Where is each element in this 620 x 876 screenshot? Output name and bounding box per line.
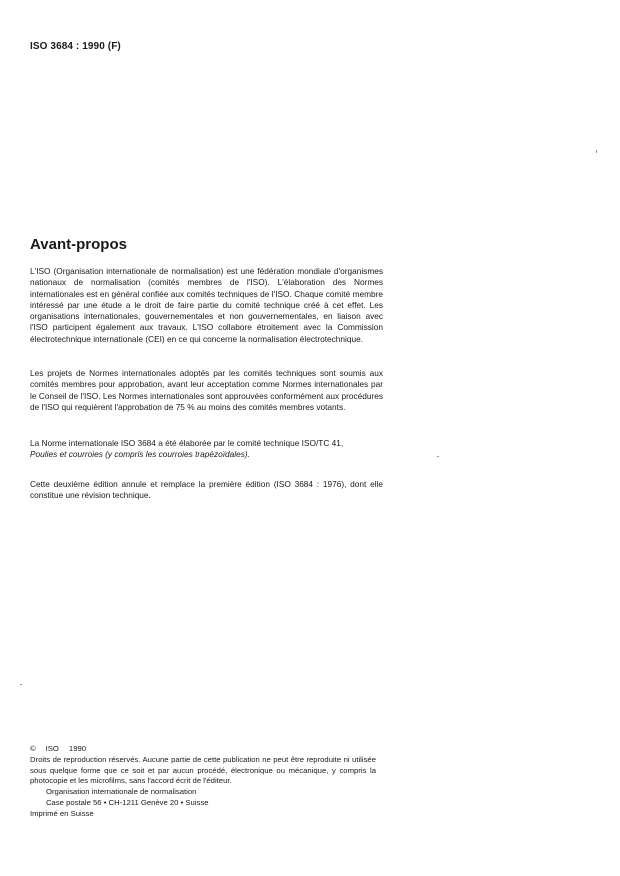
organisation-name: Organisation internationale de normalisation <box>46 787 197 797</box>
printed-in: Imprimé en Suisse <box>30 808 94 818</box>
committee-intro: La Norme internationale ISO 3684 a été élaborée par le comité technique ISO/TC 41, <box>30 438 344 448</box>
paragraph-edition: Cette deuxième édition annule et remplace la première édition (ISO 3684 : 1976), dont elle constitue une révision technique. <box>30 479 383 501</box>
copyright-org: ISO <box>45 744 59 753</box>
scan-speck <box>437 456 439 457</box>
paragraph-iso-description: L'ISO (Organisation internationale de normalisation) est une fédération mondiale d'organismes nationaux de normalisation (comités membres de l'ISO). L'élaboration des Normes internationales est en général confiée aux comités techniques de l'ISO. Chaque comité membre intéressé par une étude a le droit de faire partie du comité technique créé à cet effet. Les organisations internationales, gouvernementales et non gouvernementales, en liaison avec l'ISO participent également aux travaux. L'ISO collabore étroitement avec la Commission électrotechnique internationale (CEI) en ce qui concerne la normalisation électrotechnique. <box>30 266 383 344</box>
copyright-line <box>30 744 376 755</box>
scan-speck <box>20 684 22 685</box>
scan-speck <box>596 150 597 153</box>
copyright-year: 1990 <box>68 744 87 753</box>
copyright-symbol: © <box>30 744 36 753</box>
paragraph-approval-process: Les projets de Normes internationales adoptés par les comités techniques sont soumis aux comités membres pour approbation, avant leur acceptation comme Normes internationales par le Conseil de l'ISO. Les Normes internationales sont approuvées conformément aux procédures de l'ISO qui requièrent l'approbation de 75 % au moins des comités membres votants. <box>30 368 383 412</box>
copyright-block <box>30 744 376 820</box>
document-id: ISO 3684 : 1990 (F) <box>30 41 121 52</box>
committee-title: Poulies et courroies (y compris les courroies trapézoïdales). <box>30 449 250 460</box>
rights-notice: Droits de reproduction réservés. Aucune partie de cette publication ne peut être reproduite ni utilisée sous quelque forme que ce soit et par aucun procédé, électronique ou mécanique, y compris la photocopie et les microfilms, sans l'accord écrit de l'éditeur. <box>30 754 376 786</box>
paragraph-committee <box>30 438 383 461</box>
section-title: Avant-propos <box>30 236 127 253</box>
postal-address: Case postale 56 • CH-1211 Genève 20 • Suisse <box>46 797 209 807</box>
